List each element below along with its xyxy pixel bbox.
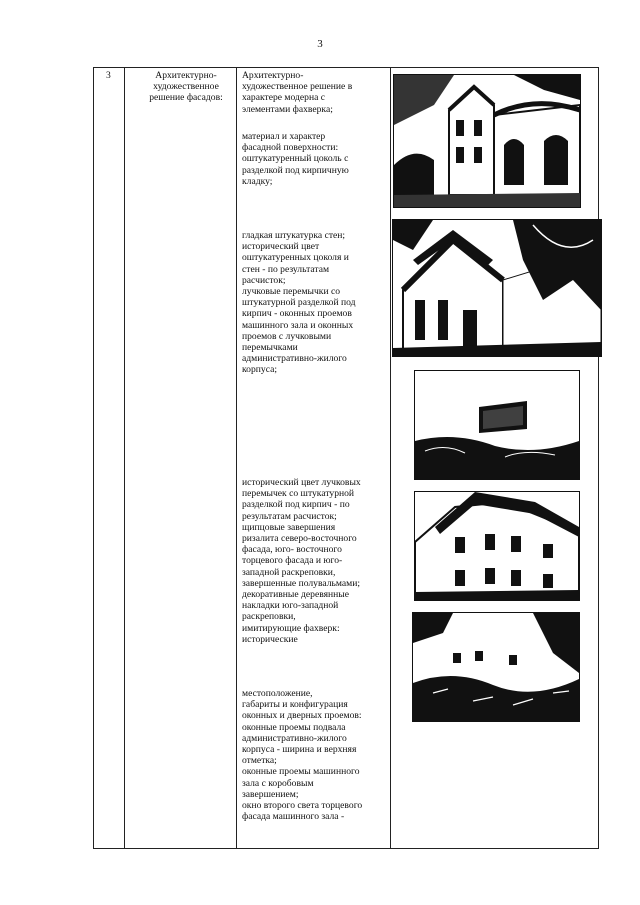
- description-paragraph: [242, 688, 390, 822]
- description-text: Архитектурно- художественное решение в характере модерна с элементами фахверка;: [242, 70, 353, 115]
- facade-photo-window: [414, 370, 580, 480]
- row-number: 3: [106, 70, 111, 81]
- subject-name: Архитектурно- художественное решение фасадов:: [149, 70, 223, 104]
- description-paragraph: [242, 477, 390, 645]
- column-divider: [124, 68, 125, 848]
- facade-photo-arched-windows: [393, 74, 581, 208]
- facade-photo-building: [414, 491, 580, 601]
- facade-photo-gable: [392, 219, 602, 357]
- page-number: 3: [317, 38, 323, 50]
- description-paragraph: [242, 230, 390, 376]
- description-text: материал и характер фасадной поверхности: оштукатуренный цоколь с разделкой под кирпичную кладку;: [242, 131, 349, 187]
- description-text: исторический цвет лучковых перемычек со штукатурной разделкой под кирпич - по результатам расчисток; щипцовые завершения ризалита северо-восточного фасада, юго- восточного торцевого фасада и юго- западной раскреповки, завершенные полувальмами; декоративные деревянные накладки юго-западной раскреповки, имитирующие фахверк: исторические: [242, 477, 361, 645]
- description-paragraph: [242, 131, 390, 187]
- description-text: местоположение, габариты и конфигурация оконных и дверных проемов: оконные проемы подвала административно-жилого корпуса - ширина и верхняя отметка; оконные проемы машинного зала с коробовым завершением; окно второго света торцевого фасада машинного зала -: [242, 688, 363, 823]
- facade-photo-basement: [412, 612, 580, 722]
- description-paragraph: [242, 70, 390, 115]
- column-divider: [236, 68, 237, 848]
- description-text: гладкая штукатурка стен; исторический цвет оштукатуренных цоколя и стен - по результатам расчисток; лучковые перемычки со штукатурной разделкой под кирпич - оконных проемов машинного зала и оконных проемов с лучковыми перемычками административно-жилого корпуса;: [242, 230, 356, 376]
- column-divider: [390, 68, 391, 848]
